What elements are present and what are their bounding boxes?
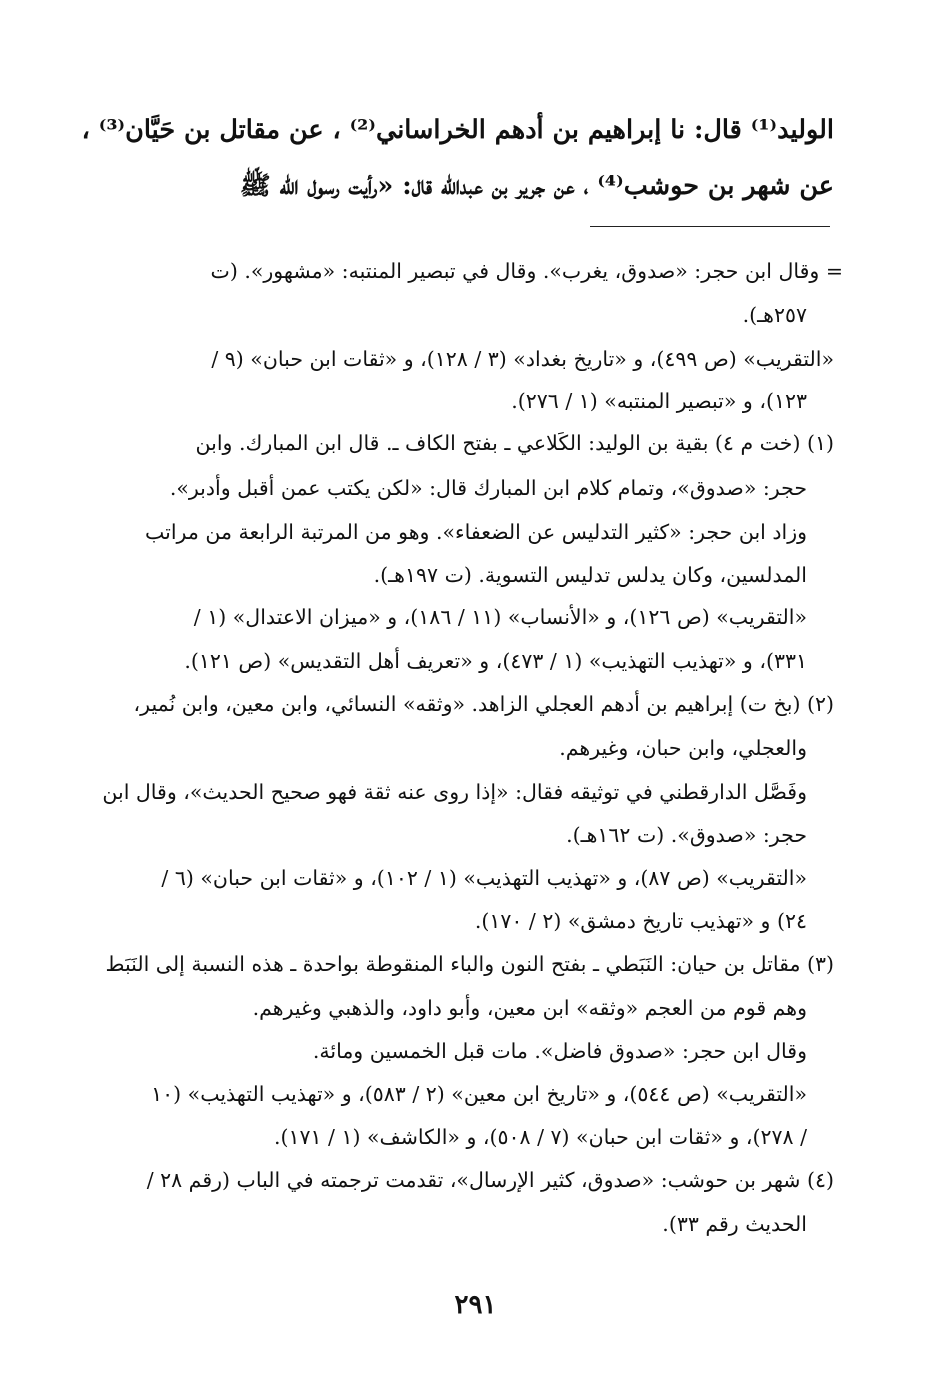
page-number: ٢٩١: [454, 1290, 497, 1320]
footnote-2-line: (٢) (بخ ت) إبراهيم بن أدهم العجلي الزاهد. «وثقه» النسائي، وابن معين، وابن نُمير،: [133, 692, 834, 716]
footnote-line: ٢٤) و «تهذيب تاريخ دمشق» (٢ / ١٧٠).: [474, 909, 807, 933]
footnote-line: حجر: «صدوق». (ت ١٦٢هـ).: [566, 823, 807, 847]
footnote-line: / ٢٧٨)، و «ثقات ابن حبان» (٧ / ٥٠٨)، و «الكاشف» (١ / ١٧١).: [273, 1125, 807, 1149]
footnote-line: = وقال ابن حجر: «صدوق، يغرب». وقال في تبصير المنتبه: «مشهور». (ت: [210, 259, 843, 283]
footnote-line: ٣٣١)، و «تهذيب التهذيب» (١ / ٤٧٣)، و «تعريف أهل التقديس» (ص ١٢١).: [184, 649, 807, 673]
footnote-3-line: (٣) مقاتل بن حيان: النَبَطي ـ بفتح النون والباء المنقوطة بواحدة ـ هذه النسبة إلى النَبَط: [105, 952, 834, 976]
main-text-line: الوليد⁽¹⁾ قال: نا إبراهيم بن أدهم الخراساني⁽²⁾ ، عن مقاتل بن حَيَّان⁽³⁾ ،: [81, 115, 834, 145]
footnote-1-line: (١) (خت م ٤) بقية بن الوليد: الكَلاعي ـ بفتح الكاف ـ. قال ابن المبارك. وابن: [195, 431, 834, 455]
main-text-line: عن شهر بن حوشب⁽⁴⁾ ، عن جرير بن عبدالله قال: «رأيت رسول الله ﷺ: [239, 171, 834, 201]
footnote-line: ١٢٣)، و «تبصير المنتبه» (١ / ٢٧٦).: [511, 389, 807, 413]
footnote-line: وفَصَّل الدارقطني في توثيقه فقال: «إذا روى عنه ثقة فهو صحيح الحديث»، وقال ابن: [102, 780, 807, 804]
footnote-line: «التقريب» (ص ٨٧)، و «تهذيب التهذيب» (١ / ١٠٢)، و «ثقات ابن حبان» (٦ /: [161, 866, 807, 890]
footnote-line: والعجلي، وابن حبان، وغيرهم.: [559, 736, 807, 760]
footnote-line: ٢٥٧هـ).: [742, 303, 807, 327]
footnote-line: الحديث رقم ٣٣).: [662, 1212, 807, 1236]
footnote-line: وهم قوم من العجم «وثقه» ابن معين، وأبو داود، والذهبي وغيرهم.: [252, 996, 807, 1020]
footnote-line: «التقريب» (ص ١٢٦)، و «الأنساب» (١١ / ١٨٦)، و «ميزان الاعتدال» (١ /: [193, 605, 807, 629]
footnote-line: حجر: «صدوق»، وتمام كلام ابن المبارك قال: «لكن يكتب عمن أقبل وأدبر».: [169, 476, 807, 500]
footnote-line: المدلسين، وكان يدلس تدليس التسوية. (ت ١٩٧هـ).: [373, 563, 807, 587]
footnote-line: وقال ابن حجر: «صدوق فاضل». مات قبل الخمسين ومائة.: [312, 1039, 807, 1063]
footnote-line: «التقريب» (ص ٤٩٩)، و «تاريخ بغداد» (٣ / ١٢٨)، و «ثقات ابن حبان» (٩ /: [211, 347, 834, 371]
footnote-line: «التقريب» (ص ٥٤٤)، و «تاريخ ابن معين» (٢ / ٥٨٣)، و «تهذيب التهذيب» (١٠: [151, 1082, 807, 1106]
footnote-line: وزاد ابن حجر: «كثير التدليس عن الضعفاء». وهو من المرتبة الرابعة من مراتب: [145, 520, 807, 544]
footnote-4-line: (٤) شهر بن حوشب: «صدوق، كثير الإرسال»، تقدمت ترجمته في الباب (رقم ٢٨ /: [146, 1168, 834, 1192]
footnote-separator-rule: [590, 226, 830, 227]
